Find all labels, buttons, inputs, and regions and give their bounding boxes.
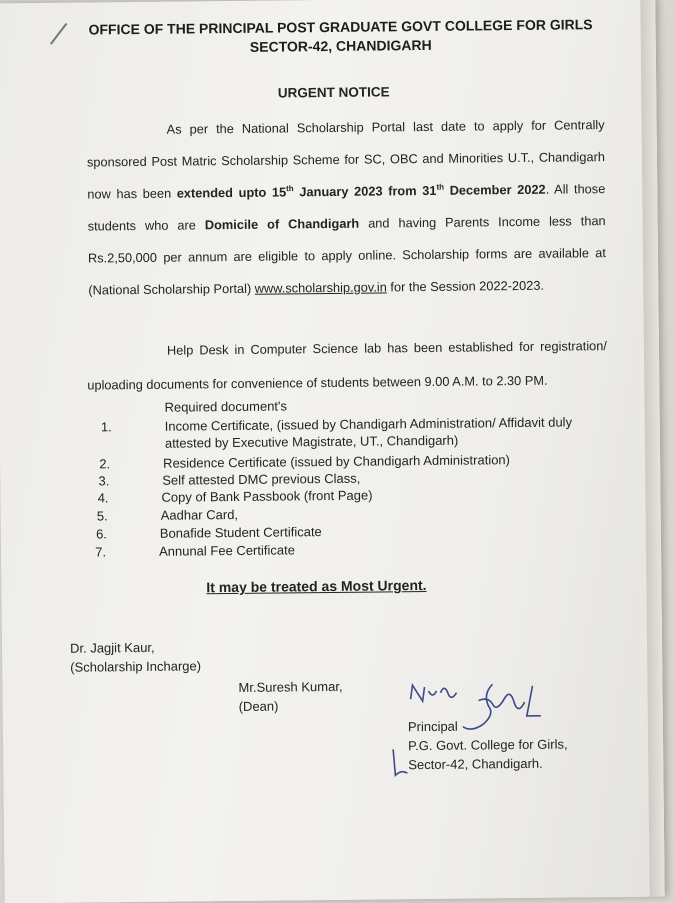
dean-role: (Dean) (238, 698, 279, 714)
domicile-highlight: Domicile of Chandigarh (204, 215, 360, 233)
header-line-2: SECTOR-42, CHANDIGARH (249, 36, 432, 55)
dean-name: Mr.Suresh Kumar, (238, 678, 343, 695)
paper-edge (640, 0, 664, 897)
scholarship-portal-link[interactable]: www.scholarship.gov.in (254, 279, 387, 296)
pen-mark (50, 23, 67, 45)
documents-label: Required document's (164, 398, 288, 415)
incharge-name: Dr. Jagjit Kaur, (69, 639, 155, 656)
office-header (75, 15, 605, 59)
dean-signatory (238, 677, 342, 716)
urgent-statement: It may be treated as Most Urgent. (206, 576, 427, 596)
scholarship-paragraph: As per the National Scholarship Portal last date to apply for Centrally sponsored Post Matric Scholarship Scheme for SC, OBC and Minorities U.T., Chandigarh now has been extended upto 15th January 2023 from 31th December 2022. All those students who are Domicile of Chandigarh and having Parents Income less than Rs.2,50,000 per annum are eligible to apply online. Scholarship forms are available at (National Scholarship Portal) www.scholarship.gov.in for the Session 2022-2023. (86, 117, 607, 298)
header-line-1: OFFICE OF THE PRINCIPAL POST GRADUATE GOVT COLLEGE FOR GIRLS (88, 16, 593, 38)
incharge-signatory (70, 637, 201, 676)
principal-org: P.G. Govt. College for Girls, (408, 736, 568, 754)
principal-address: Sector-42, Chandigarh. (408, 755, 543, 773)
principal-signatory (408, 716, 568, 775)
notice-paper: OFFICE OF THE PRINCIPAL POST GRADUATE GOVT COLLEGE FOR GIRLS SECTOR-42, CHANDIGARH URGENT NOTICE As per the National Scholarship Portal last date to apply for Centrally sponsored Post Matric Scholarship Scheme for SC, OBC and Minorities U.T., Chandigarh now has been extended upto 15th January 2023 from 31th December 2022. All those students who are Domicile of Chandigarh and having Parents Income less than Rs.2,50,000 per annum are eligible to apply online. Scholarship forms are available at (National Scholarship Portal) www.scholarship.gov.in for the Session 2022-2023. Help Desk in Computer Science lab has been established for registration/ uploading documents for convenience of students between 9.00 A.M. to 2.30 PM. Required document's 1. Income Certificate, (issued by Chandigarh Administration/ Affidavit duly attested by Executive Magistrate, UT., Chandigarh) 2. Residence Certificate (issued by Chandigarh Administration) 3. Self attested DMC previous Class, 4. Copy of Bank Passbook (front Page) 5. Aadhar Card, 6. Bonafide Student Certificate 7. Annunal Fee Certificate It may be treated as Most Urgent. Dr. Jagjit Kaur, (Scholarship Incharge) Mr.Suresh Kumar, (Dean) Principal P.G. Govt. College for Girls, Sector-42, Chandigarh. (0, 0, 665, 903)
help-desk-paragraph: Help Desk in Computer Science lab has been established for registration/ uploading documents for convenience of students between 9.00 A.M. to 2.30 PM. (87, 338, 608, 393)
principal-role: Principal (407, 718, 458, 735)
incharge-role: (Scholarship Incharge) (70, 658, 202, 675)
notice-title: URGENT NOTICE (277, 84, 390, 101)
